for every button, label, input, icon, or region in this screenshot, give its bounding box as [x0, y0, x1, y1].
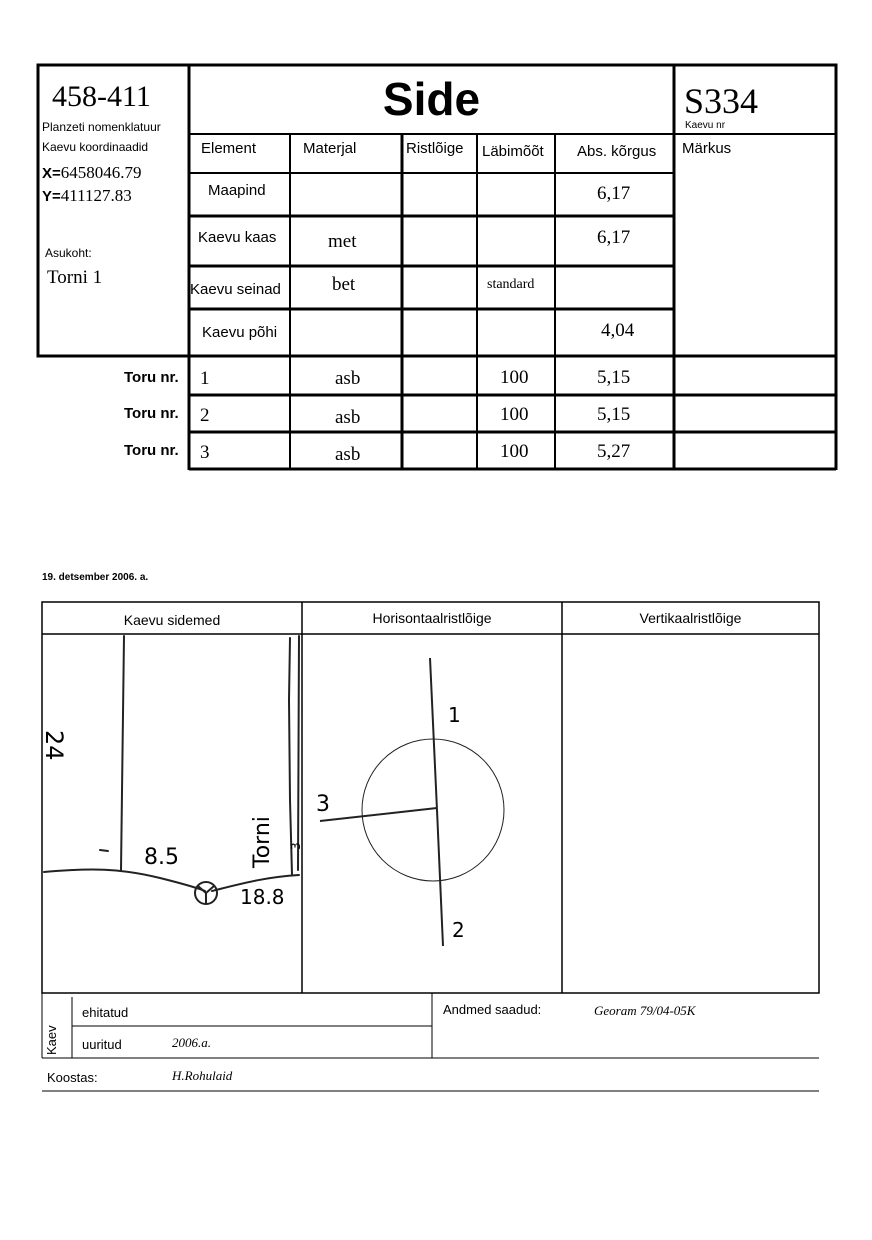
footer-data-source-label: Andmed saadud: — [443, 1002, 542, 1017]
pipe-label: Toru nr. — [124, 405, 179, 422]
row-element: Kaevu kaas — [198, 229, 277, 246]
footer-group-label: Kaev — [44, 1025, 59, 1055]
row-abs-height: 4,04 — [601, 320, 635, 341]
panel-title-horizontal: Horisontaalristlõige — [372, 610, 492, 626]
pipe-label: Toru nr. — [124, 442, 179, 459]
col-header-remarks: Märkus — [682, 140, 732, 157]
pipe-number: 3 — [200, 442, 210, 463]
annotation-distance-right: 18.8 — [240, 885, 285, 909]
panel-title-connections: Kaevu sidemed — [123, 612, 221, 628]
col-header-cross-section: Ristlõige — [406, 140, 464, 157]
nomenclature-label: Planzeti nomenklatuur — [42, 120, 161, 134]
annotation-pipe-1: 1 — [448, 703, 461, 727]
row-element: Kaevu seinad — [190, 281, 281, 298]
row-material: bet — [332, 274, 356, 295]
pipe-number: 1 — [200, 368, 210, 389]
col-header-abs-height: Abs. kõrgus — [577, 143, 657, 160]
coordinates-label: Kaevu koordinaadid — [42, 140, 149, 154]
location-label: Asukoht: — [45, 246, 92, 260]
pipe-label: Toru nr. — [124, 369, 179, 386]
row-abs-height: 6,17 — [597, 183, 631, 204]
annotation-pipe-mark-right: 3 — [289, 842, 303, 850]
horizontal-section-sketch — [320, 658, 504, 946]
annotation-pipe-3: 3 — [316, 792, 330, 817]
col-header-element: Element — [201, 140, 257, 157]
coordinate-x: X=6458046.79 — [42, 163, 142, 182]
nomenclature-value: 458-411 — [52, 80, 151, 113]
pipe-abs-height: 5,15 — [597, 367, 631, 388]
pipe-diameter: 100 — [500, 404, 529, 425]
panel-title-vertical: Vertikaalristlõige — [639, 610, 742, 626]
row-material: met — [328, 231, 357, 252]
pipe-material: asb — [335, 368, 361, 389]
footer-compiled-label: Koostas: — [47, 1070, 98, 1085]
row-abs-height: 6,17 — [597, 227, 631, 248]
col-header-diameter: Läbimõõt — [482, 143, 544, 160]
well-number-label: Kaevu nr — [685, 120, 726, 131]
pipe-material: asb — [335, 444, 361, 465]
footer-compiled-value: H.Rohulaid — [172, 1068, 233, 1083]
pipe-abs-height: 5,27 — [597, 441, 631, 462]
pipe-diameter: 100 — [500, 367, 529, 388]
footer-data-source-value: Georam 79/04-05K — [594, 1003, 696, 1018]
row-element: Maapind — [208, 182, 266, 199]
pipe-material: asb — [335, 407, 361, 428]
coordinate-y: Y=411127.83 — [42, 186, 132, 205]
footer-built-label: ehitatud — [82, 1005, 129, 1020]
pipe-abs-height: 5,15 — [597, 404, 631, 425]
row-element: Kaevu põhi — [202, 324, 278, 341]
annotation-distance-left: 8.5 — [144, 845, 179, 870]
pipe-number: 2 — [200, 405, 210, 426]
location-value: Torni 1 — [47, 267, 103, 288]
annotation-pipe-2: 2 — [452, 918, 465, 942]
pipe-diameter: 100 — [500, 441, 529, 462]
well-number: S334 — [684, 81, 759, 121]
annotation-left-dimension: 24 — [40, 730, 68, 761]
page-title: Side — [382, 73, 481, 125]
annotation-street-name: Torni — [250, 816, 275, 868]
footer-surveyed-label: uuritud — [82, 1037, 122, 1052]
document-date: 19. detsember 2006. a. — [42, 572, 149, 583]
footer-surveyed-value: 2006.a. — [172, 1035, 211, 1050]
col-header-material: Materjal — [303, 140, 357, 157]
row-diameter: standard — [487, 277, 535, 292]
